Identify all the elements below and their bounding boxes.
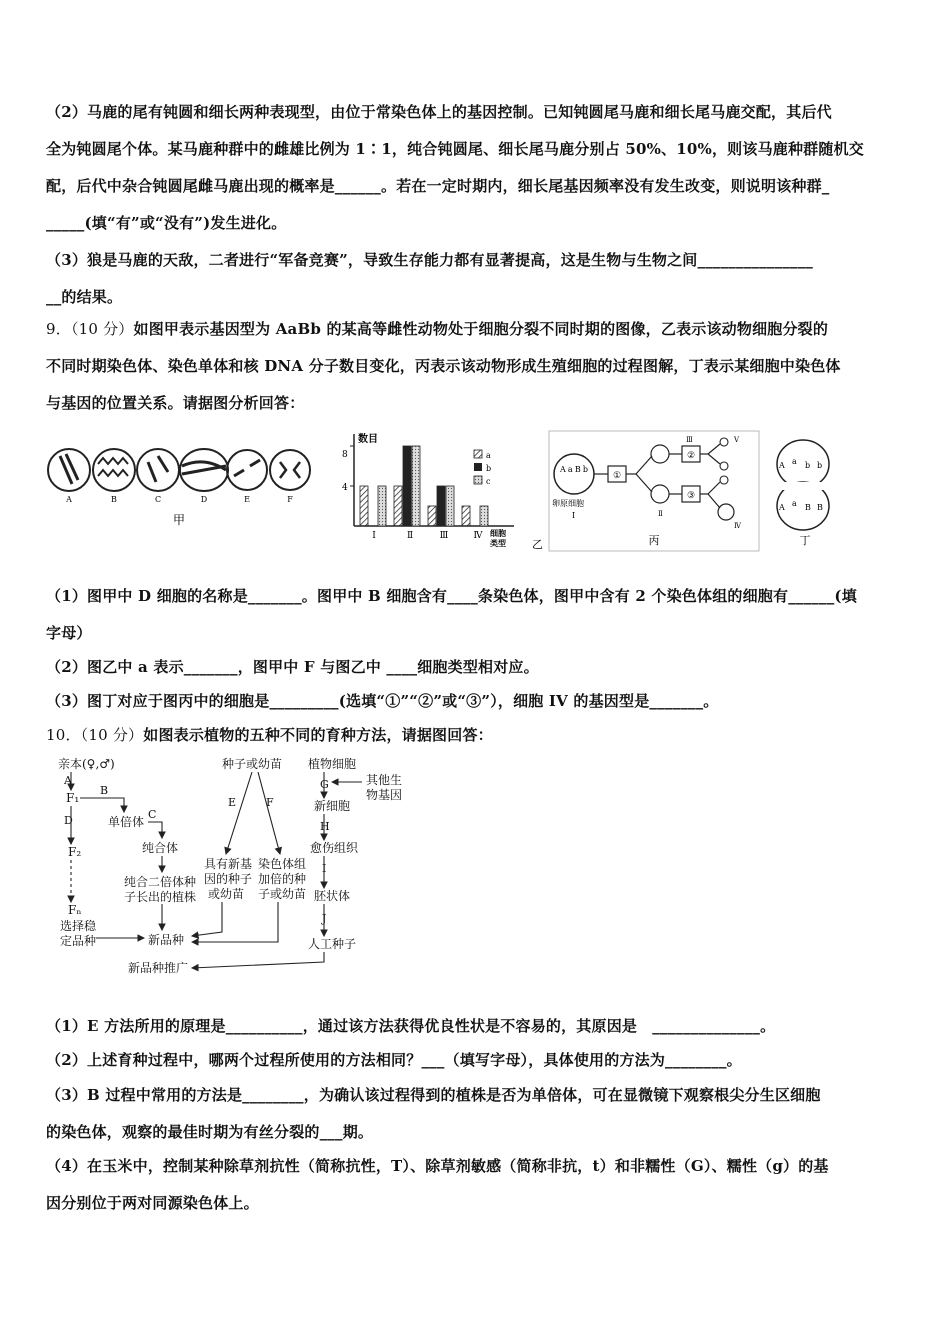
step-1-label: ① <box>612 471 622 481</box>
ding-gene-7: B <box>805 503 811 512</box>
node-diploid-1: 纯合二倍体种 <box>124 875 197 889</box>
node-parents: 亲本(♀,♂) <box>58 757 115 771</box>
q9-sub3: （3）图丁对应于图丙中的细胞是_________(选填“①”“②”或“③”），细胞 IV 的基因型是_______。 <box>46 692 719 710</box>
q8-part2-line2: 全为钝圆尾个体。某马鹿种群中的雌雄比例为 1∶1，纯合钝圆尾、细长尾马鹿分别占 50%、10%，则该马鹿种群随机交 <box>46 140 864 158</box>
legend-label-b: b <box>486 464 492 473</box>
node-select-2: 定品种 <box>60 934 97 948</box>
q9-stem-line2: 不同时期染色体、染色单体和核 DNA 分子数目变化，丙表示该动物形成生殖细胞的过程图解，丁表示某细胞中染色体 <box>46 357 841 375</box>
figure-jia-title: 甲 <box>172 513 186 527</box>
q9-sub2: （2）图乙中 a 表示_______，图甲中 F 与图乙中 ____细胞类型相对应。 <box>46 658 539 676</box>
cell-label-b: B <box>111 495 117 504</box>
letter-i: I <box>322 862 327 875</box>
ding-gene-4: b <box>817 461 823 470</box>
legend-label-c: c <box>486 477 491 486</box>
node-promotion: 新品种推广 <box>128 961 189 975</box>
q10-sub3-line2: 的染色体，观察的最佳时期为有丝分裂的___期。 <box>46 1123 374 1141</box>
node-new-gene-3: 或幼苗 <box>208 887 245 901</box>
x-tick-1: Ⅰ <box>372 531 376 541</box>
y-tick-8: 8 <box>342 450 348 460</box>
bar-c-type-4 <box>480 506 488 526</box>
node-new-cell: 新细胞 <box>314 799 351 813</box>
x-tick-2: Ⅱ <box>406 531 414 541</box>
bar-c-type-1 <box>378 486 386 526</box>
figure-ding <box>765 430 845 552</box>
node-other-gene-2: 物基因 <box>366 788 403 802</box>
figure-yi-title: 乙 <box>532 538 543 551</box>
letter-b: B <box>100 784 109 797</box>
q9-stem-line3: 与基因的位置关系。请据图分析回答： <box>46 394 305 412</box>
cell-d-diagram <box>180 449 228 491</box>
cell-egg <box>718 504 734 520</box>
oogonium-cell <box>554 454 594 494</box>
cell-f-diagram <box>270 450 310 490</box>
node-artificial-seed: 人工种子 <box>308 937 357 951</box>
letter-e: E <box>228 796 237 809</box>
cell-label-e: E <box>244 495 250 504</box>
node-callus: 愈伤组织 <box>310 841 359 855</box>
q10-stem-line <box>46 725 908 745</box>
figure-ding-title: 丁 <box>799 534 811 547</box>
step-3-label: ③ <box>686 491 696 501</box>
cell-a-diagram <box>48 449 90 491</box>
node-homozygote: 纯合体 <box>142 841 179 855</box>
q10-stem-text: 如图表示植物的五种不同的育种方法，请据图回答： <box>143 726 493 744</box>
node-f2: F₂ <box>68 845 82 859</box>
letter-g: G <box>320 778 329 791</box>
cell-label-f: F <box>287 495 293 504</box>
stage-4-label: Ⅳ <box>734 522 741 530</box>
node-polyploid-2: 加倍的种 <box>258 872 307 886</box>
ding-gene-1: A <box>779 461 785 470</box>
q8-part2-line1: （2）马鹿的尾有钝圆和细长两种表现型，由位于常染色体上的基因控制。已知钝圆尾马鹿和细长尾马鹿交配，其后代 <box>46 103 832 121</box>
letter-d: D <box>64 814 73 827</box>
bar-a-type-1 <box>360 486 368 526</box>
ding-gene-8: B <box>817 503 823 512</box>
node-diploid-2: 子长出的植株 <box>124 890 197 904</box>
q8-part3-line2: __的结果。 <box>46 288 123 306</box>
legend-label-a: a <box>486 451 491 460</box>
q8-part3-line1: （3）狼是马鹿的天敌，二者进行“军备竞赛”，导致生存能力都有显著提高，这是生物与生物之间_______________ <box>46 251 813 269</box>
x-tick-4: Ⅳ <box>473 531 483 541</box>
bar-a-type-4 <box>462 506 470 526</box>
figure-bing-title: 丙 <box>648 534 660 547</box>
legend <box>474 450 491 486</box>
y-tick-4: 4 <box>342 483 348 493</box>
letter-j: J <box>322 912 327 925</box>
bar-a-type-2 <box>394 486 402 526</box>
bar-b-type-2 <box>403 446 411 526</box>
cell-b-diagram <box>93 449 135 491</box>
ding-gene-3: b <box>805 461 811 470</box>
figure-yi-chart <box>336 430 546 552</box>
legend-swatch-b <box>474 463 482 471</box>
q9-stem-text: 如图甲表示基因型为 AaBb 的某高等雌性动物处于细胞分裂不同时期的图像，乙表示该动物细胞分裂的 <box>133 320 829 338</box>
node-polyploid-1: 染色体组 <box>258 857 307 871</box>
node-plant-cell: 植物细胞 <box>308 757 357 771</box>
ding-gene-5: A <box>779 503 785 512</box>
node-select-1: 选择稳 <box>60 919 97 933</box>
q9-number: 9．（10 分） <box>46 320 134 338</box>
cell-c-diagram <box>137 449 179 491</box>
letter-c: C <box>148 808 157 821</box>
q9-sub1-line1: （1）图甲中 D 细胞的名称是_______。图甲中 B 细胞含有____条染色体，图甲中含有 2 个染色体组的细胞有______(填 <box>46 587 857 605</box>
node-embryoid: 胚状体 <box>314 889 351 903</box>
node-haploid: 单倍体 <box>108 815 145 829</box>
node-new-gene-1: 具有新基 <box>204 857 253 871</box>
stage-2-label: Ⅱ <box>658 510 663 518</box>
bar-c-type-3 <box>446 486 454 526</box>
bar-b-type-3 <box>437 486 445 526</box>
y-axis-label: 数目 <box>358 434 378 445</box>
stage-1-label: Ⅰ <box>572 511 576 520</box>
cell-lower-secondary <box>651 485 669 503</box>
ding-gene-2: a <box>792 457 797 466</box>
q9-stem-line1 <box>46 319 908 339</box>
bar-c-type-2 <box>412 446 420 526</box>
step-2-label: ② <box>686 451 696 461</box>
node-new-variety: 新品种 <box>148 933 185 947</box>
q10-sub1: （1）E 方法所用的原理是__________，通过该方法获得优良性状是不容易的，其原因是 ______________。 <box>46 1017 776 1035</box>
node-f1: F₁ <box>66 791 80 805</box>
letter-h: H <box>320 820 330 833</box>
x-tick-3: Ⅲ <box>439 531 449 541</box>
q10-number: 10．（10 分） <box>46 726 144 744</box>
stage-3-label: Ⅲ <box>686 436 693 444</box>
q10-sub3-line1: （3）B 过程中常用的方法是________，为确认该过程得到的植株是否为单倍体，可在显微镜下观察根尖分生区细胞 <box>46 1086 821 1104</box>
figure-bing <box>548 430 760 552</box>
cell-label-d: D <box>200 495 208 504</box>
oogonium-label: 卵原细胞 <box>552 499 584 508</box>
legend-swatch-a <box>474 450 482 458</box>
figure-bing-frame <box>549 431 759 551</box>
q10-sub4-line2: 因分别位于两对同源染色体上。 <box>46 1194 259 1212</box>
oogonium-genes: A a B b <box>560 465 588 474</box>
node-new-gene-2: 因的种子 <box>204 872 253 886</box>
node-seed: 种子或幼苗 <box>222 757 283 771</box>
figure-breeding-methods <box>52 752 412 982</box>
cell-upper-secondary <box>651 445 669 463</box>
q9-sub1-line2: 字母） <box>46 624 92 642</box>
node-polyploid-3: 子或幼苗 <box>258 887 307 901</box>
x-axis-label-1: 细胞 <box>490 528 506 538</box>
letter-a: A <box>64 774 72 787</box>
q10-sub2: （2）上述育种过程中，哪两个过程所使用的方法相同？___（填写字母），具体使用的方法为________。 <box>46 1051 742 1069</box>
x-axis-label-2: 类型 <box>490 538 506 548</box>
stage-5-label: Ⅴ <box>734 436 740 444</box>
bar-a-type-3 <box>428 506 436 526</box>
cell-label-a: A <box>66 495 72 504</box>
node-other-gene-1: 其他生 <box>366 773 403 787</box>
figure-jia <box>44 440 314 535</box>
cell-e-diagram <box>227 450 267 490</box>
letter-f: F <box>266 796 274 809</box>
node-fn: Fₙ <box>68 903 82 917</box>
q8-part2-line3: 配，后代中杂合钝圆尾雌马鹿出现的概率是______。若在一定时期内，细长尾基因频率没有发生改变，则说明该种群_ <box>46 177 830 195</box>
q10-sub4-line1: （4）在玉米中，控制某种除草剂抗性（简称抗性，T）、除草剂敏感（简称非抗，t）和非糯性（G）、糯性（g）的基 <box>46 1157 829 1175</box>
legend-swatch-c <box>474 476 482 484</box>
ding-gene-6: a <box>792 499 797 508</box>
cell-label-c: C <box>154 495 162 504</box>
q8-part2-line4: _____(填“有”或“没有”)发生进化。 <box>46 214 287 232</box>
